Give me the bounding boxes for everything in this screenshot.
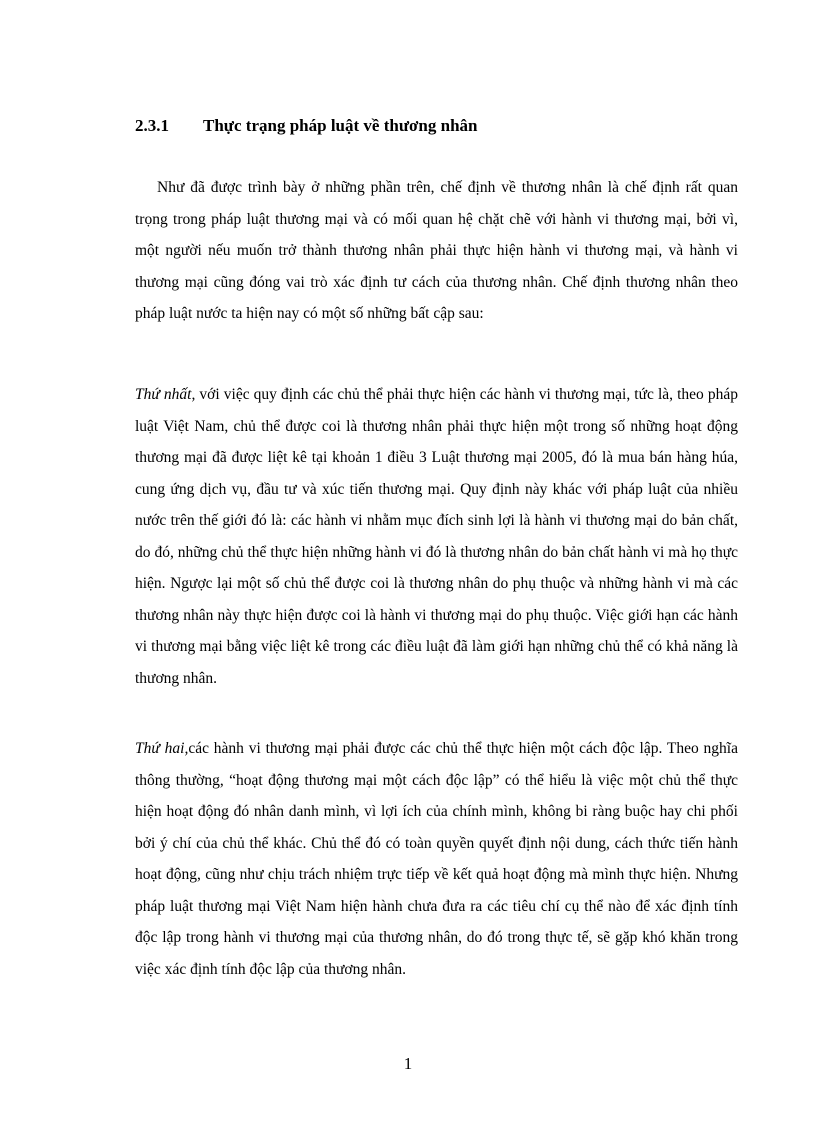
section-title: Thực trạng pháp luật về thương nhân — [203, 116, 478, 135]
first-point-text: với việc quy định các chủ thể phải thực hiện các hành vi thương mại, tức là, theo pháp luật Việt Nam, chủ thể được coi là thương nhân phải thực hiện một trong số những hoạt động thương mại đã được liệt kê tại khoản 1 điều 3 Luật thương mại 2005, đó là mua bán hàng húa, cung ứng dịch vụ, đầu tư và xúc tiến thương mại. Quy định này khác với pháp luật của nhiều nước trên thế giới đó là: các hành vi nhằm mục đích sinh lợi là hành vi thương mại do bản chất, do đó, những chủ thể thực hiện những hành vi đó là thương nhân do bản chất hành vi mà họ thực hiện. Ngược lại một số chủ thể được coi là thương nhân do phụ thuộc và những hành vi mà các thương nhân này thực hiện được coi là hành vi thương mại do phụ thuộc. Việc giới hạn các hành vi thương mại bằng việc liệt kê trong các điều luật đã làm giới hạn những chủ thể có khả năng là thương nhân. — [135, 386, 738, 687]
second-point-text: các hành vi thương mại phải được các chủ thể thực hiện một cách độc lập. Theo nghĩa thông thường, “hoạt động thương mại một cách độc lập” có thể hiểu là việc một chủ thể thực hiện hoạt động đó nhân danh mình, vì lợi ích của chính mình, không bi ràng buộc hay chi phối bởi ý chí của chủ thể khác. Chủ thể đó có toàn quyền quyết định nội dung, cách thức tiến hành hoạt động, cũng như chịu trách nhiệm trực tiếp về kết quả hoạt động mà mình thực hiện. Nhưng pháp luật thương mại Việt Nam hiện hành chưa đưa ra các tiêu chí cụ thể nào để xác định tính độc lập trong hành vi thương mại của thương nhân, do đó trong thực tế, sẽ gặp khó khăn trong việc xác định tính độc lập của thương nhân. — [135, 740, 738, 978]
paragraph-first-point — [135, 379, 738, 694]
paragraph-intro: Như đã được trình bày ở những phần trên, chế định về thương nhân là chế định rất quan trọng trong pháp luật thương mại và có mối quan hệ chặt chẽ với hành vi thương mại, bởi vì, một người nếu muốn trở thành thương nhân phải thực hiện hành vi thương mại, và hành vi thương mại cũng đóng vai trò xác định tư cách của thương nhân. Chế định thương nhân theo pháp luật nước ta hiện nay có một số những bất cập sau: — [135, 179, 738, 322]
section-heading — [135, 114, 478, 138]
section-number: 2.3.1 — [135, 116, 169, 135]
paragraph-second-point — [135, 733, 738, 985]
first-point-lead: Thứ nhất, — [135, 386, 196, 403]
page-number: 1 — [403, 1054, 413, 1073]
second-point-lead: Thứ hai, — [135, 740, 189, 757]
